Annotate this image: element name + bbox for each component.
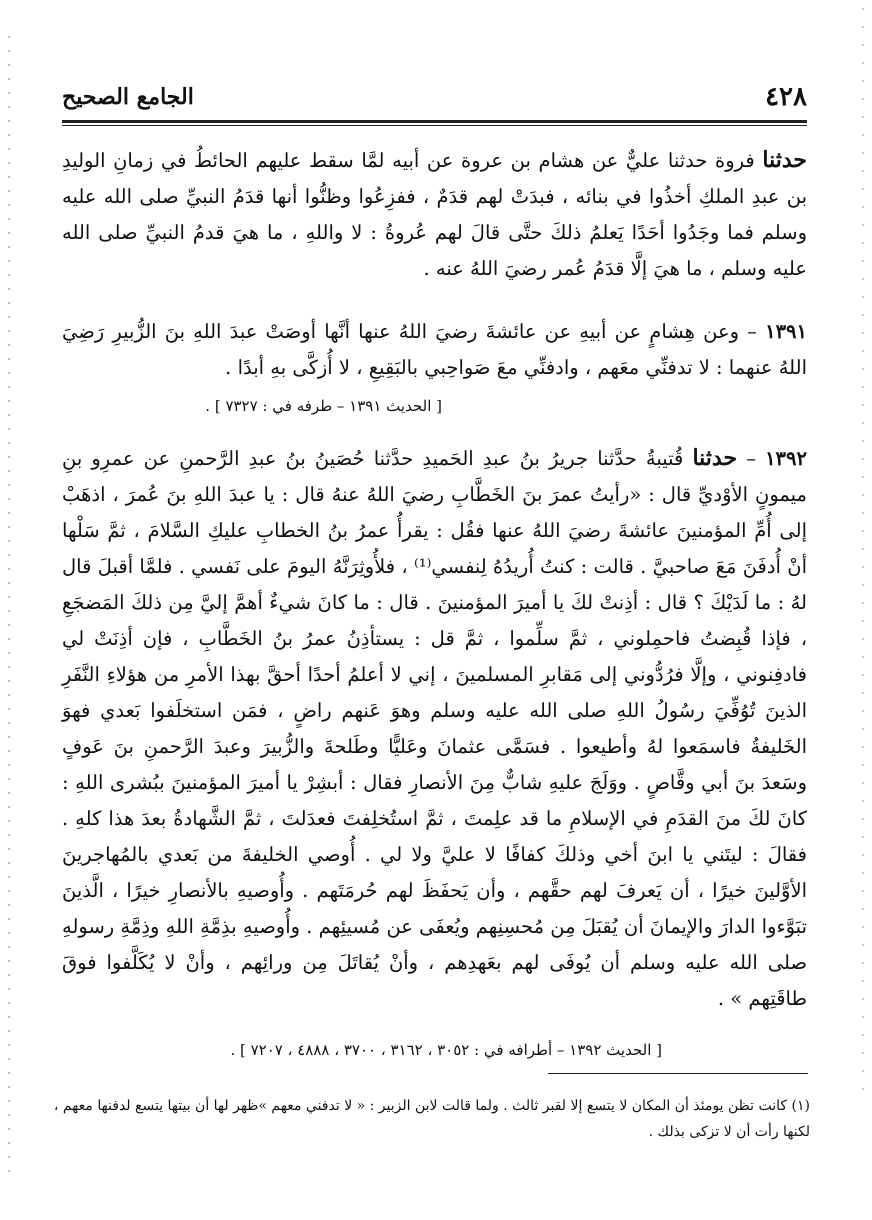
page-number: ٤٢٨ [765,82,807,112]
hadith-body: فروة حدثنا عليٌّ عن هشام بن عروة عن أبيه لمَّا سقط عليهم الحائطُ في زمانِ الوليدِ بن عبدِ الملكِ أخذُوا في بنائه ، فبدَتْ لهم قدَمٌ ، ففزِعُوا وظنُّوا أنها قدَمُ النبيِّ صلى الله عليه وسلم فما وجَدُوا أحَدًا يَعلمُ ذلكَ حتَّى قالَ لهم عُروةُ : لا واللهِ ، ما هيَ قدمُ النبيِّ صلى الله عليه وسلم ، ما هيَ إلَّا قدَمُ عُمر رضيَ اللهُ عنه . [62,149,807,280]
footnote: (١) كانت تظن يومئذ أن المكان لا يتسع إلا لقبر ثالث . ولما قالت لابن الزبير : « لا تدفني معهم »ظهر لها أن بيتها يتسع لدفنها معهم ، لكنها رأت أن لا تزكى بذلك . [53,1098,810,1140]
hadith-body: قُتيبةُ حدَّثنا جريرُ بنُ عبدِ الحَميدِ حدَّثنا حُصَينُ بنُ عبدِ الرَّحمنِ عن عمرِو بنِ ميمونٍ الأوْديِّ قال : «رأيتُ عمرَ بنَ الخَطَّابِ رضيَ اللهُ عنهُ قال : يا عبدَ اللهِ بنَ عُمرَ ، اذهَبْ إلى أُمِّ المؤمنينَ عائشةَ رضيَ اللهُ عنها فقُل : يقرأُ عمرُ بنُ الخطابِ عليكِ السَّلامَ ، ثمَّ سَلْها أنْ أُدفَنَ مَعَ صاحبيَّ . قالت : كنتُ أُريدُهُ لِنفسي⁽¹⁾ ، فلأُوثِرَنَّهُ اليومَ على نَفسي . فلمَّا أقبلَ قال لهُ : ما لَدَيْكَ ؟ قال : أذِنتْ لكَ يا أميرَ المؤمنينَ . قال : ما كانَ شيءٌ أهمَّ إليَّ مِن ذلكَ المَضجَعِ ، فإذا قُبِضتُ فاحمِلوني ، ثمَّ سلِّموا ، ثمَّ قل : يستأذِنُ عمرُ بنُ الخَطَّابِ ، فإن أذِنَتْ لي فادفِنوني ، وإلَّا فرُدُّوني إلى مَقابرِ المسلمينَ ، إني لا أعلمُ أحدًا أحقَّ بهذا الأمرِ من هؤلاءِ النَّفَرِ الذينَ تُوُفِّيَ رسُولُ اللهِ صلى الله عليه وسلم وهوَ عَنهم راضٍ ، فمَن استخلَفوا بَعدي فهوَ الخَليفةُ فاسمَعوا لهُ وأطيعوا . فسَمَّى عثمانَ وعَليًّا وطَلحةَ والزُّبيرَ وعبدَ الرَّحمنِ بنَ عَوفٍ وسَعدَ بنَ أبي وقَّاصٍ . ووَلَجَ عليهِ شابٌّ مِنَ الأنصارِ فقال : أبشِرْ يا أميرَ المؤمنينَ ببُشرى اللهِ : كانَ لكَ منَ القدَمِ في الإسلامِ ما قد علِمتَ ، ثمَّ استُخلِفتَ فعدَلتَ ، ثمَّ الشَّهادةُ بعدَ هذا كلهِ . فقالَ : ليتَني يا ابنَ أخي وذلكَ كفافًا لا عليَّ ولا لي . أُوصي الخليفةَ من بَعدي بالمُهاجرينَ الأوَّلينَ خيرًا ، أن يَعرفَ لهم حقَّهم ، وأن يَحفَظَ لهم حُرمَتَهم . وأُوصيهِ بالأنصارِ خيرًا ، الَّذينَ تبَوَّءوا الدارَ والإيمانَ أن يُقبَلَ مِن مُحسِنِهم ويُعفَى عن مُسيئِهم . وأُوصيهِ بذِمَّةِ اللهِ وذِمَّةِ رسولهِ صلى الله عليه وسلم أن يُوفَى لهم بعَهدِهم ، وأنْ يُقاتَلَ مِن ورائِهم ، وأنْ لا يُكَلَّفوا فوقَ طاقَتِهم » . [62,447,807,1010]
margin-dots-left [8,30,10,1180]
header-rule-thin [62,125,807,126]
hadith-1392: ١٣٩٢ – حدثنا قُتيبةُ حدَّثنا جريرُ بنُ عبدِ الحَميدِ حدَّثنا حُصَينُ بنُ عبدِ الرَّحمنِ عن عمرِو بنِ ميمونٍ الأوْديِّ قال : «رأيتُ عمرَ بنَ الخَطَّابِ رضيَ اللهُ عنهُ قال : يا عبدَ اللهِ بنَ عُمرَ ، اذهَبْ إلى أُمِّ المؤمنينَ عائشةَ رضيَ اللهُ عنها فقُل : يقرأُ عمرُ بنُ الخطابِ عليكِ السَّلامَ ، ثمَّ سَلْها أنْ أُدفَنَ مَعَ صاحبيَّ . قالت : كنتُ أُريدُهُ لِنفسي⁽¹⁾ ، فلأُوثِرَنَّهُ اليومَ على نَفسي . فلمَّا أقبلَ قال لهُ : ما لَدَيْكَ ؟ قال : أذِنتْ لكَ يا أميرَ المؤمنينَ . قال : ما كانَ شيءٌ أهمَّ إليَّ مِن ذلكَ المَضجَعِ ، فإذا قُبِضتُ فاحمِلوني ، ثمَّ سلِّموا ، ثمَّ قل : يستأذِنُ عمرُ بنُ الخَطَّابِ ، فإن أذِنَتْ لي فادفِنوني ، وإلَّا فرُدُّوني إلى مَقابرِ المسلمينَ ، إني لا أعلمُ أحدًا أحقَّ بهذا الأمرِ من هؤلاءِ النَّفَرِ الذينَ تُوُفِّيَ رسُولُ اللهِ صلى الله عليه وسلم وهوَ عَنهم راضٍ ، فمَن استخلَفوا بَعدي فهوَ الخَليفةُ فاسمَعوا لهُ وأطيعوا . فسَمَّى عثمانَ وعَليًّا وطَلحةَ والزُّبيرَ وعبدَ الرَّحمنِ بنَ عَوفٍ وسَعدَ بنَ أبي وقَّاصٍ . ووَلَجَ عليهِ شابٌّ مِنَ الأنصارِ فقال : أبشِرْ يا أميرَ المؤمنينَ ببُشرى اللهِ : كانَ لكَ منَ القدَمِ في الإسلامِ ما قد علِمتَ ، ثمَّ استُخلِفتَ فعدَلتَ ، ثمَّ الشَّهادةُ بعدَ هذا كلهِ . فقالَ : ليتَني يا ابنَ أخي وذلكَ كفافًا لا عليَّ ولا لي . أُوصي الخليفةَ من بَعدي بالمُهاجرينَ الأوَّلينَ خيرًا ، أن يَعرفَ لهم حقَّهم ، وأن يَحفَظَ لهم حُرمَتَهم . وأُوصيهِ بالأنصارِ خيرًا ، الَّذينَ تبَوَّءوا الدارَ والإيمانَ أن يُقبَلَ مِن مُحسِنِهم ويُعفَى عن مُسيئِهم . وأُوصيهِ بذِمَّةِ اللهِ وذِمَّةِ رسولهِ صلى الله عليه وسلم أن يُوفَى لهم بعَهدِهم ، وأنْ يُقاتَلَ مِن ورائِهم ، وأنْ لا يُكَلَّفوا فوقَ طاقَتِهم » . [62,445,807,1010]
hadith-number: ١٣٩١ [765,320,807,343]
margin-dots-right [862,0,864,1100]
hadith-number: ١٣٩٢ [765,447,807,470]
header-rule [62,120,807,123]
hadith-lead: حدثنا [762,147,808,173]
hadith-1390 [62,142,807,287]
hadith-reference: [ الحديث ١٣٩١ – طرفه في : ٧٣٢٧ ] . [205,397,442,415]
footnote-rule [548,1073,808,1074]
hadith-lead: حدثنا [692,445,738,471]
hadith-body: – وعن هِشامٍ عن أبيهِ عن عائشةَ رضيَ اللهُ عنها أنَّها أوصَتْ عبدَ اللهِ بنَ الزُّبيرِ رَضِيَ اللهُ عنهما : لا تدفنِّي معَهم ، وادفنِّي معَ صَواحِبي بالبَقِيعِ ، لا أُزكَّى بهِ أبدًا . [62,320,807,379]
page-header [62,82,807,118]
hadith-1391 [62,314,807,386]
book-title: الجامع الصحيح [62,84,194,110]
hadith-reference: [ الحديث ١٣٩٢ – أطرافه في : ٣٠٥٢ ، ٣١٦٢ ، ٣٧٠٠ ، ٤٨٨٨ ، ٧٢٠٧ ] . [230,1041,662,1059]
